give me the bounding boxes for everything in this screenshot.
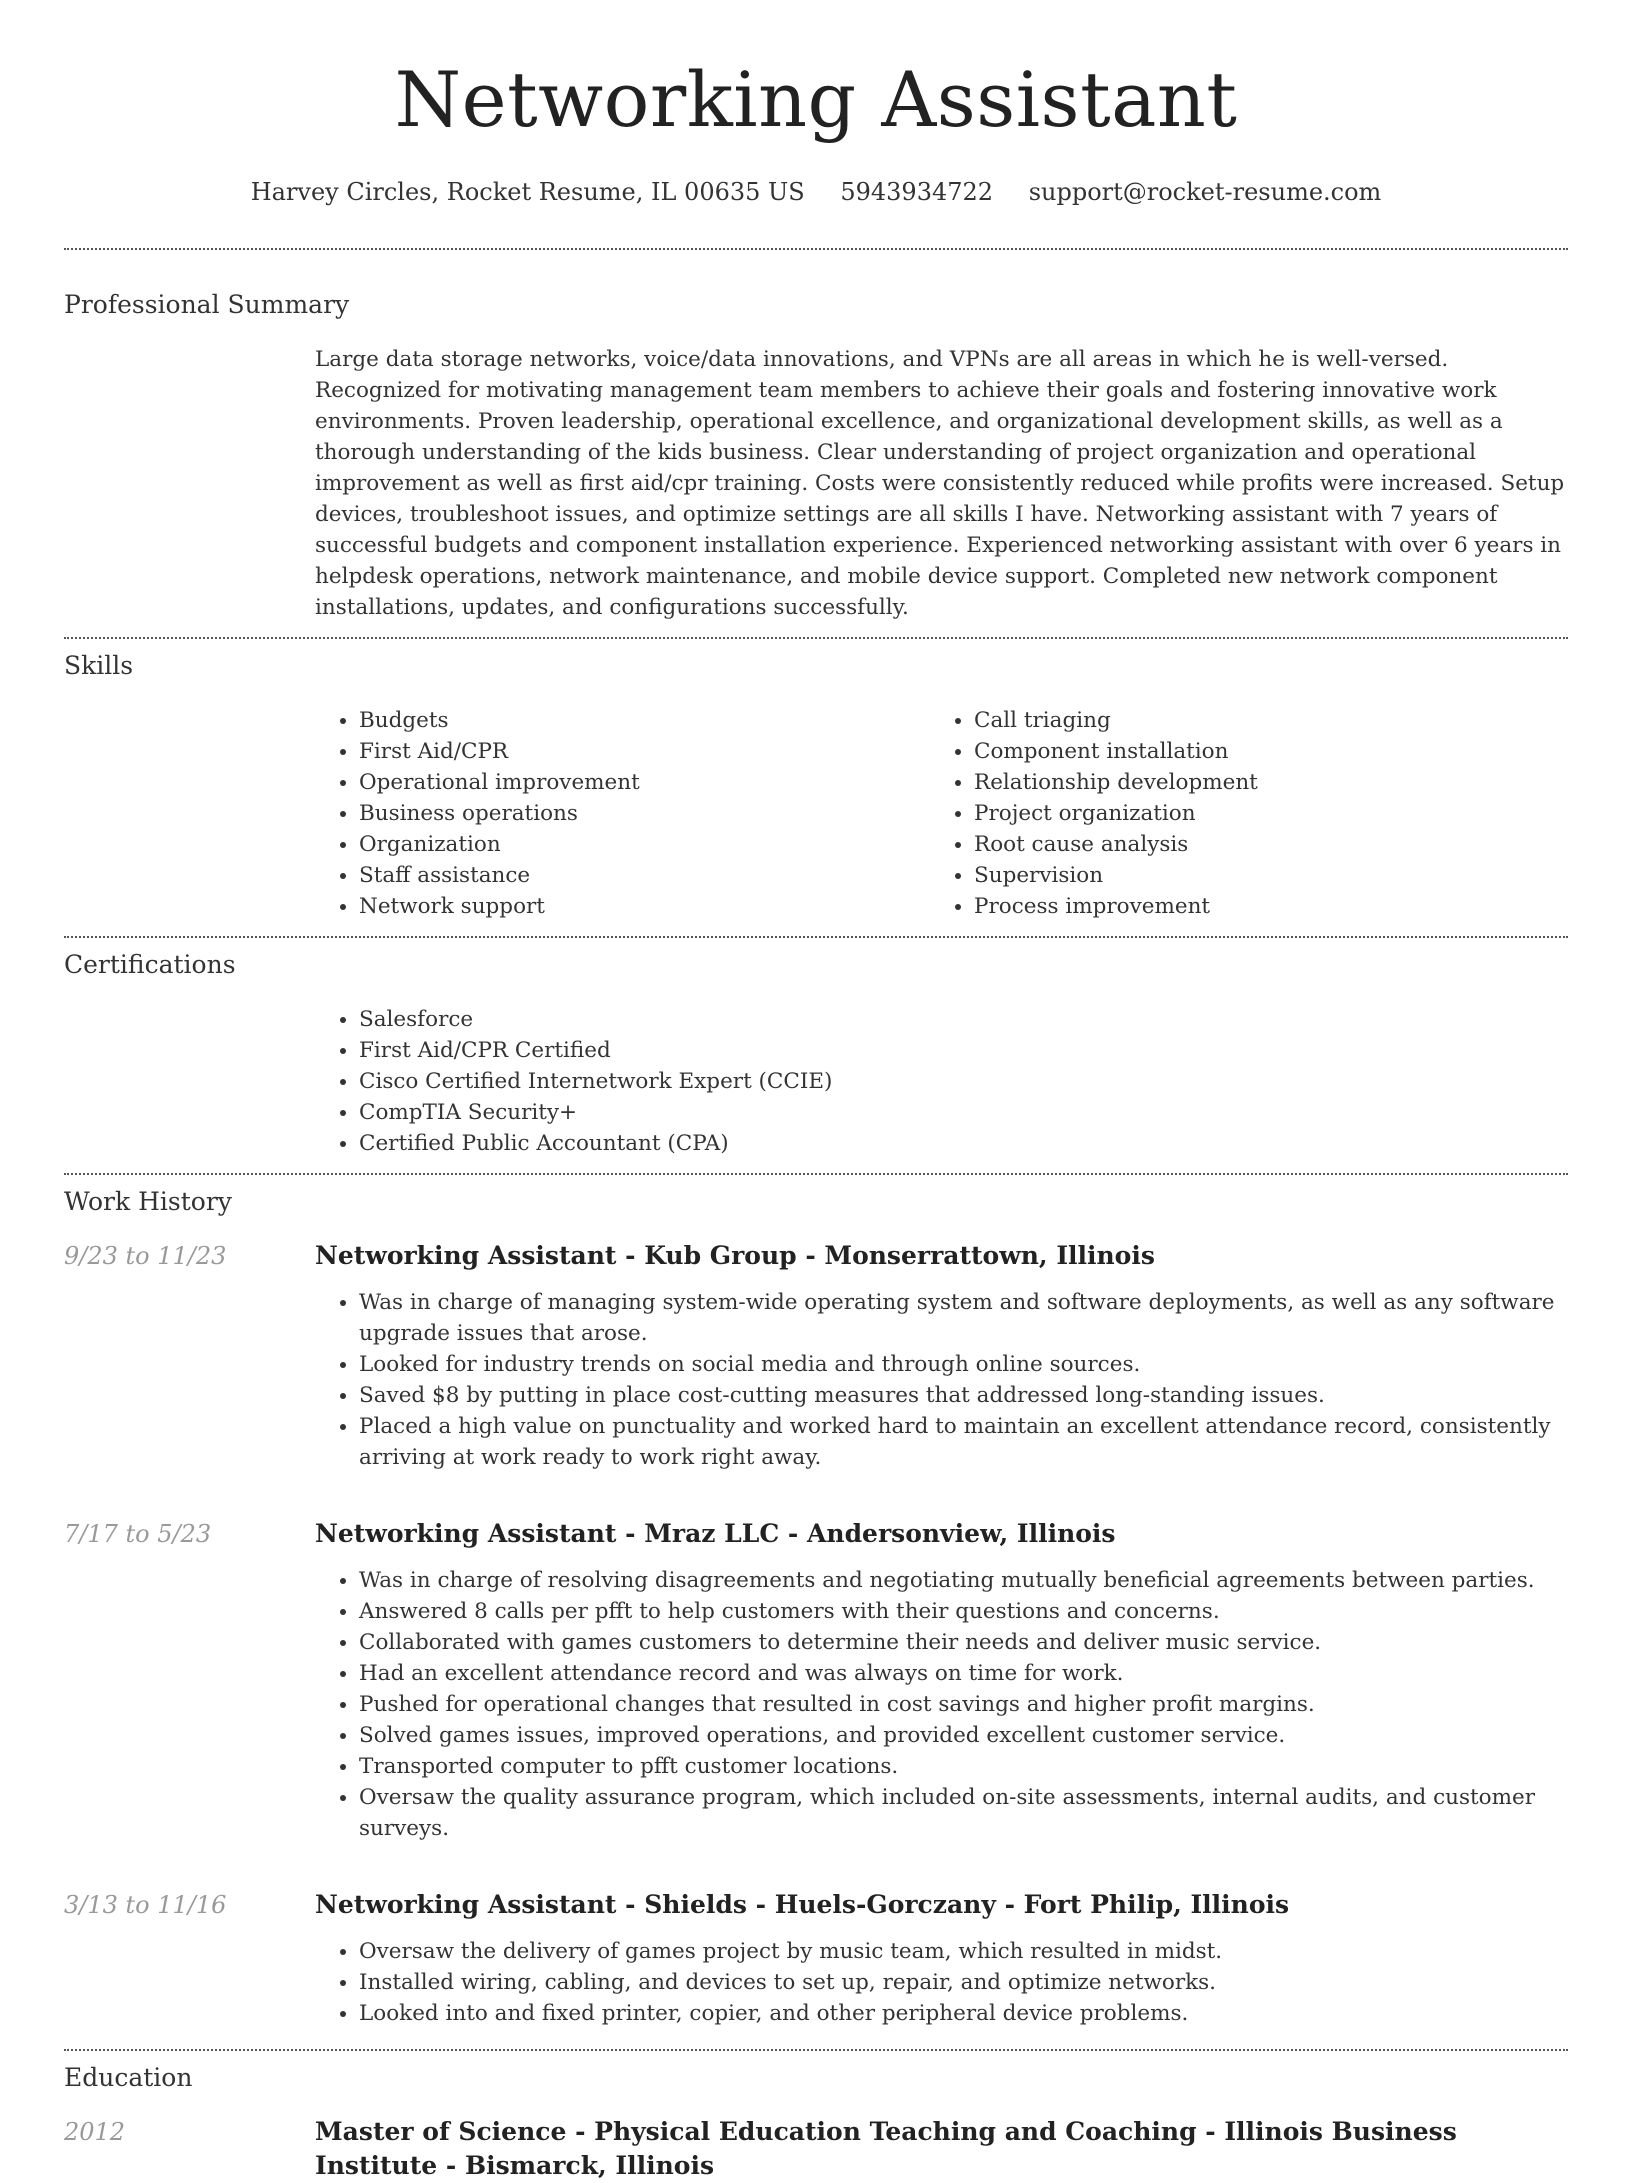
job-heading: Networking Assistant - Shields - Huels-Gorczany - Fort Philip, Illinois [315,1890,1290,1919]
skill-item: • Budgets [359,705,930,736]
certifications-title: Certifications [64,950,236,979]
job-bullet: • Pushed for operational changes that resulted in cost savings and higher profit margins. [359,1689,1568,1720]
skill-item: • Network support [359,891,930,922]
job-bullet: • Looked into and fixed printer, copier, and other peripheral device problems. [359,1998,1568,2029]
skills-column-left [315,705,930,922]
skill-item: • Operational improvement [359,767,930,798]
job-bullet: • Oversaw the quality assurance program, which included on-site assessments, internal audits, and customer surveys. [359,1782,1568,1844]
job-bullet: • Collaborated with games customers to determine their needs and deliver music service. [359,1627,1568,1658]
job-entry [64,1517,1568,1864]
job-entry [64,1239,1568,1493]
contact-line [64,176,1568,208]
skill-item: • Organization [359,829,930,860]
resume-name: Networking Assistant [394,55,1238,144]
job-bullet: • Answered 8 calls per pfft to help customers with their questions and concerns. [359,1596,1568,1627]
skills-list-left [315,705,930,922]
skills-grid [315,705,1568,922]
job-heading: Networking Assistant - Kub Group - Monserrattown, Illinois [315,1241,1155,1270]
skill-item: • Call triaging [974,705,1545,736]
job-bullet: • Oversaw the delivery of games project by music team, which resulted in midst. [359,1936,1568,1967]
job-bullet: • Installed wiring, cabling, and devices to set up, repair, and optimize networks. [359,1967,1568,1998]
education-section [64,2049,1568,2183]
skill-item: • Business operations [359,798,930,829]
certifications-content [315,1004,1568,1159]
certifications-section [64,936,1568,1159]
job-bullets [315,1287,1568,1473]
education-year: 2012 [64,2118,126,2146]
job-dates: 9/23 to 11/23 [64,1242,227,1270]
skill-item: • Staff assistance [359,860,930,891]
education-body [315,2115,1568,2183]
job-body [315,1517,1568,1864]
job-body [315,1239,1568,1493]
job-bullet: • Transported computer to pfft customer locations. [359,1751,1568,1782]
skills-title: Skills [64,651,134,680]
skill-item: • Component installation [974,736,1545,767]
summary-title: Professional Summary [64,290,350,319]
job-bullets [315,1936,1568,2029]
job-bullet: • Had an excellent attendance record and was always on time for work. [359,1658,1568,1689]
certifications-list [315,1004,1568,1159]
skill-item: • Process improvement [974,891,1545,922]
certification-item: • First Aid/CPR Certified [359,1035,1568,1066]
skill-item: • Project organization [974,798,1545,829]
certification-item: • Certified Public Accountant (CPA) [359,1128,1568,1159]
contact-phone: 5943934722 [840,178,994,206]
job-body [315,1888,1568,2049]
job-bullet: • Solved games issues, improved operations, and provided excellent customer service. [359,1720,1568,1751]
contact-address: Harvey Circles, Rocket Resume, IL 00635 US [250,178,805,206]
job-entry [64,1888,1568,2049]
skill-item: • Relationship development [974,767,1545,798]
work-history-title: Work History [64,1187,232,1216]
job-dates: 7/17 to 5/23 [64,1520,212,1548]
contact-email: support@rocket-resume.com [1028,178,1382,206]
job-bullet: • Looked for industry trends on social media and through online sources. [359,1349,1568,1380]
skill-item: • Root cause analysis [974,829,1545,860]
job-bullet: • Was in charge of managing system-wide operating system and software deployments, as well as any software upgrade issues that arose. [359,1287,1568,1349]
education-title: Education [64,2063,193,2092]
certification-item: • CompTIA Security+ [359,1097,1568,1128]
work-history-section [64,1173,1568,2049]
education-heading: Master of Science - Physical Education Teaching and Coaching - Illinois Business Institute - Bismarck, Illinois [315,2117,1457,2180]
skill-item: • Supervision [974,860,1545,891]
job-bullet: • Saved $8 by putting in place cost-cutting measures that addressed long-standing issues. [359,1380,1568,1411]
education-entry [64,2115,1568,2183]
job-bullet: • Was in charge of resolving disagreements and negotiating mutually beneficial agreements between parties. [359,1565,1568,1596]
skills-list-right [930,705,1545,922]
skills-section [64,637,1568,922]
job-heading: Networking Assistant - Mraz LLC - Andersonview, Illinois [315,1519,1116,1548]
skill-item: • First Aid/CPR [359,736,930,767]
job-bullet: • Placed a high value on punctuality and worked hard to maintain an excellent attendance record, consistently arriving at work ready to work right away. [359,1411,1568,1473]
certification-item: • Salesforce [359,1004,1568,1035]
summary-section [64,248,1568,623]
certification-item: • Cisco Certified Internetwork Expert (CCIE) [359,1066,1568,1097]
job-bullets [315,1565,1568,1844]
skills-column-right [930,705,1545,922]
summary-text: Large data storage networks, voice/data innovations, and VPNs are all areas in which he is well-versed. Recognized for motivating management team members to achieve their goals and fostering innovative work environments. Proven leadership, operational excellence, and organizational development skills, as well as a thorough understanding of the kids business. Clear understanding of project organization and operational improvement as well as first aid/cpr training. Costs were consistently reduced while profits were increased. Setup devices, troubleshoot issues, and optimize settings are all skills I have. Networking assistant with 7 years of successful budgets and component installation experience. Experienced networking assistant with over 6 years in helpdesk operations, network maintenance, and mobile device support. Completed new network component installations, updates, and configurations successfully. [315,347,1565,620]
job-dates: 3/13 to 11/16 [64,1891,227,1919]
